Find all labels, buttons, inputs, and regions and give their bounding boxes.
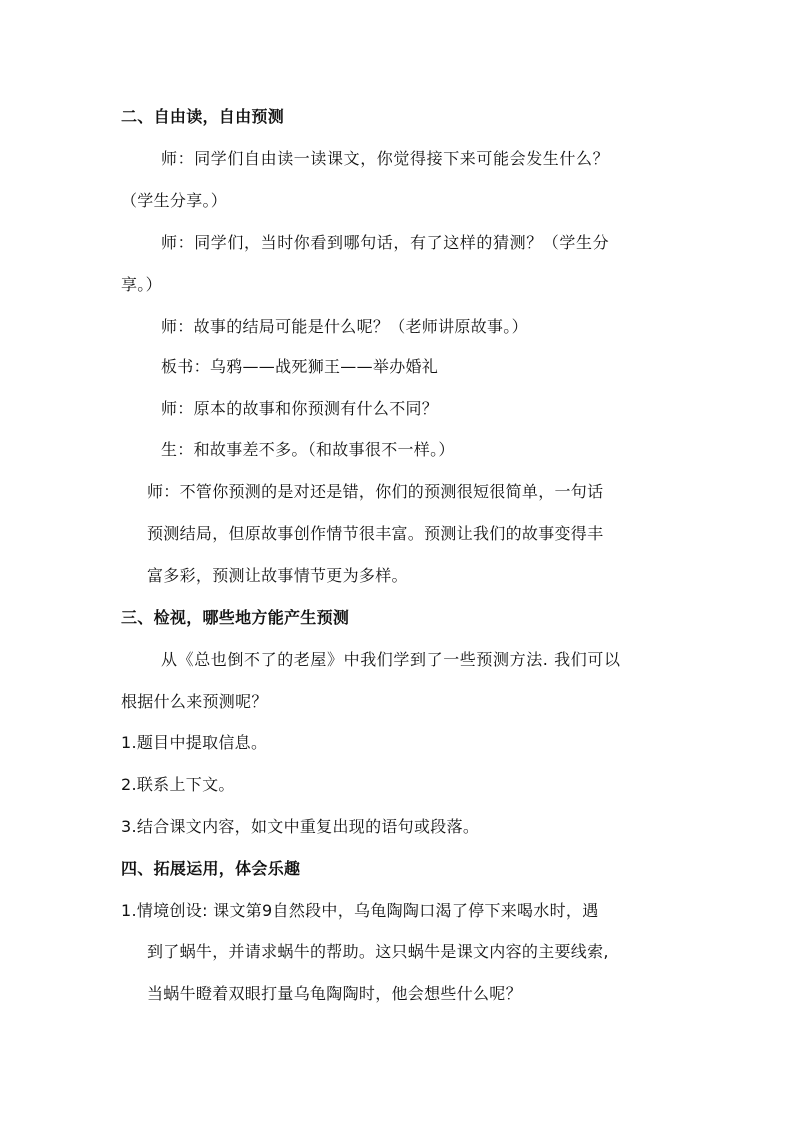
- paragraph-line: 生：和故事差不多。（和故事很不一样。）: [161, 440, 455, 459]
- paragraph-line: 师：同学们自由读一读课文，你觉得接下来可能会发生什么？: [161, 149, 610, 168]
- paragraph-line: 根据什么来预测呢？: [121, 692, 268, 711]
- list-item-continuation: 当蜗牛瞪着双眼打量乌龟陶陶时，他会想些什么呢？: [147, 984, 522, 1003]
- paragraph-line: 从《总也倒不了的老屋》中我们学到了一些预测方法. 我们可以: [161, 650, 621, 669]
- paragraph-line: （学生分享。）: [121, 191, 228, 210]
- list-item: 1.题目中提取信息。: [121, 733, 268, 752]
- list-item: 2.联系上下文。: [121, 775, 235, 794]
- list-item-continuation: 到了蜗牛，并请求蜗牛的帮助。这只蜗牛是课文内容的主要线索,: [147, 942, 609, 961]
- paragraph-line: 富多彩，预测让故事情节更为多样。: [147, 566, 408, 585]
- paragraph-line: 预测结局，但原故事创作情节很丰富。预测让我们的故事变得丰: [147, 524, 604, 543]
- paragraph-line: 师：同学们，当时你看到哪句话，有了这样的猜测？（学生分: [161, 233, 610, 252]
- paragraph-line: 板书：乌鸦——战死狮王——举办婚礼: [161, 357, 439, 376]
- list-item: 3.结合课文内容，如文中重复出现的语句或段落。: [121, 817, 480, 836]
- paragraph-line: 师：故事的结局可能是什么呢？（老师讲原故事。）: [161, 317, 528, 336]
- paragraph-line: 师：不管你预测的是对还是错，你们的预测很短很简单，一句话: [147, 482, 604, 501]
- list-item: 1.情境创设: 课文第9自然段中，乌龟陶陶口渴了停下来喝水时，遇: [121, 901, 599, 920]
- section-4-heading: 四、拓展运用，体会乐趣: [121, 859, 301, 878]
- paragraph-line: 享。）: [121, 275, 162, 294]
- paragraph-line: 师：原本的故事和你预测有什么不同？: [161, 399, 439, 418]
- section-2-heading: 二、自由读，自由预测: [121, 107, 285, 126]
- section-3-heading: 三、检视，哪些地方能产生预测: [121, 608, 350, 627]
